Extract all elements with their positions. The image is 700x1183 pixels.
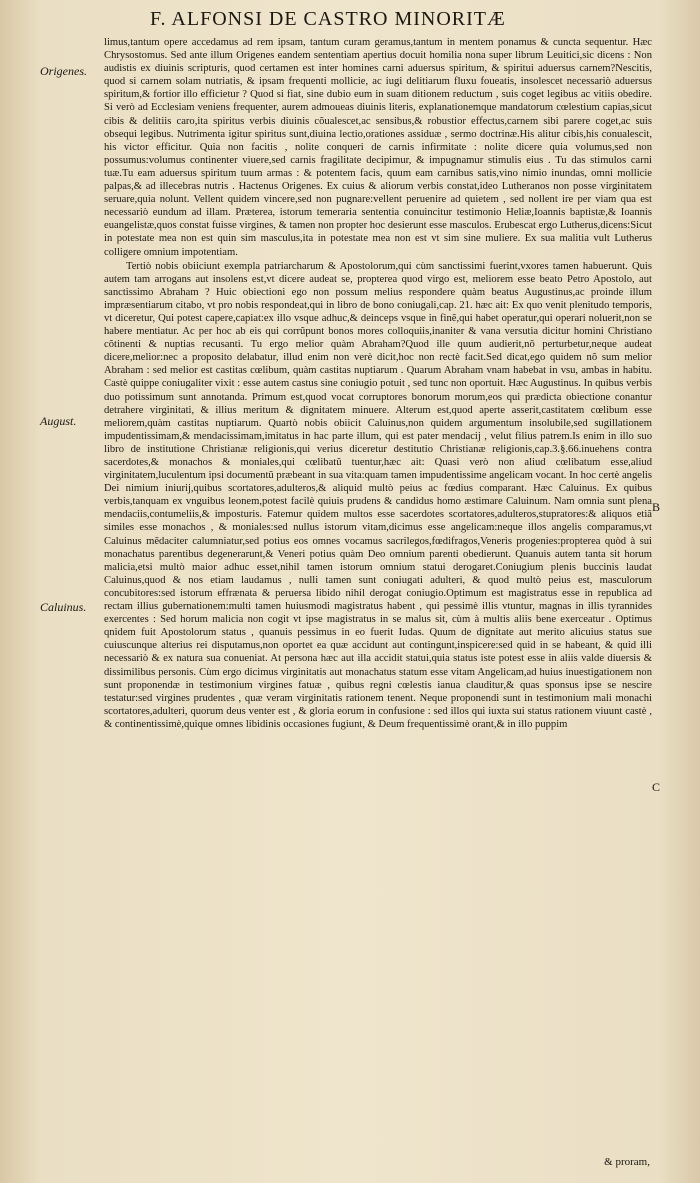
paragraph-continued: limus,tantum opere accedamus ad rem ipsam, tantum curam geramus,tantum in mentem ponamus & cuncta sequentur. Hæc Chrysostomus. Sed ante illum Origenes eandem sententiam apertius docuit homilia nona super librum Leuitici,sic dicens : Non audistis ex diuinis scripturis, quod certamen est inter homines carni aduersus spiritum, & spiritui aduersus carnem?Nescitis, quod si carnem solam nutriatis, & ipsam frequenti mollicie, ac iugi delitiarum fluxu foueatis, insolescet necessariò aduersus spiritum,& fortior illo efficietur ? Quod si fiat, sine dubio eum in suam ditionem reductum , suis coget legibus ac vitiis obedire. Si verò ad Ecclesiam veniens frequenter, aurem admoueas diuinis literis, explanationemque mandatorum cœlestium capias,sicut cibis & delitiis caro,ita spiritus verbis diuinis cõualescet,ac sensibus,& robustior effectus,carnem sibi parere coget,ac suis obsequi legibus. Nutrimenta igitur spiritus sunt,diuina lectio,orationes assiduæ , sermo doctrinæ.His alitur cibis,his conualescit, his victor efficitur. Quia non facitis , nolite conqueri de carnis infirmitate : nolite dicere quia volumus,sed non possumus:volumus continenter viuere,sed carnis fragilitate decipimur, & impugnamur stimulis eius . Tu das stimulos carni tuæ.Tu eam aduersus spiritum tuum armas : & potentem facis, quum eam carnibus satis,vino nimio inundas, omni mollicie palpas,& ad illecebras nutris . Hactenus Origenes. Ex cuius & aliorum verbis constat,ideo Lutheranos non posse virginitatem seruare,quia nolunt. Vellent quidem vincere,sed non pugnare:vellent peruenire ad quietem , sed nollent ire per viam qua est necessariò eundum ad illam. Præterea, istorum temeraria sententia conuincitur testimonio Heliæ,Ioannis baptistæ,& Ioannis euangelistæ,quos constat fuisse virgines, & tamen non propter hoc desierunt esse masculos. Erubescat ergo Lutherus,dicens:Sicut in potestate mea non est quin sim masculus,ita in potestate mea non est vt sim sine muliere. Ex sua malitia vult Lutherus colligere omnium impotentiam.	[104, 37, 653, 258]
margin-letter-c: C	[652, 780, 661, 794]
running-head: F. ALFONSI DE CASTRO MINORITÆ	[150, 8, 506, 30]
margin-note-caluinus: Caluinus.	[40, 600, 87, 614]
catchword: & proram,	[604, 1156, 650, 1168]
body-text	[104, 36, 652, 731]
margin-letter-b: B	[652, 500, 661, 514]
paragraph-tertio: Tertiò nobis obiiciunt exempla patriarcharum & Apostolorum,qui cùm sanctissimi fuerint,vxores tamen habuerunt. Quis autem tam arrogans aut insolens est,vt dicere audeat se, propterea quod virgo est, meliorem esse beato Petro Apostolo, aut sanctissimo Abraham ? Huic obiectioni ego non possum melius respondere quàm beatus Augustinus,ac proinde illum impræsentiarum citabo, vt pro nobis respondeat,qui in libro de bono coniugali,cap. 21. hæc ait: Ex quo venit plenitudo temporis, vt diceretur, Qui potest capere,capiat:ex illo vsque adhuc,& deinceps vsque in finẽ,qui habet operatur,qui operari noluerit,non se habere mentiatur. Ac per hoc ab eis qui corrũpunt bonos mores colloquiis,inaniter & vana versutia dicitur homini Christiano cõtinenti & nuptias recusanti. Tu ergo melior quàm Abraham?Quod ille quum audierit,nõ perturbetur,neque audeat dicere,melior:nec a proposito delabatur, illud enim non verè dicit,hoc non rectè facit.Sed dicat,ego quidem nõ sum melior Abraham : sed melior est castitas cœlibum, quàm castitas nuptiarum . Quarum Abraham vnam habebat in vsu, ambas in habitu. Castè quippe coniugaliter vixit : esse autem castus sine coniugio potuit , sed tunc non oportuit. Hæc Augustinus. In quibus verbis duo potissimum sunt annotanda. Primum est,quod vocat corruptores bonorum morum,eos qui prædicta obiectione conantur detrahere virginitati, & illius meritum & dignitatem minuere. Alterum est,quod aperte asserit,castitatem cœlibum esse meliorem,quàm castitas nuptiarum. Quartò nobis obiicit Caluinus,non quidem argumentum insolubile,sed sugillationem impudentissimam,& mendacissimam,imitatus in hac parte illum, qui est pater mendacij , velut filius patrem.Is enim in illo suo libro de institutione Christianæ religionis,qui verius diceretur destitutio Christianæ religionis,cap.3.§.66.inuehens contra sacerdotes,& monachos & moniales,qui cœlibatũ tuentur,hæc ait: Quasi verò non aliud cœlibatum esse,aliud virginitatem,luculentum ipsi documentũ præbeant in sua vita:quam tamen impudentissime angelicam vocant. In hoc certè angelis Dei nimium iniurij,quibus scortatores,adulteros,& aliquid multò peius ac fœdius comparant. Hæc Caluinus. Ex quibus verbis,tanquam ex vnguibus leonem,potest facilè quiuis prudens & candidus homo æstimare Caluinum. Nam omnia sunt plena mendaciis,contumeliis,& imposturis. Fatemur quidem multos esse sacerdotes scortatores,adulteros,stupratores:& aliquos etiã similes esse monachos , & moniales:sed nullus istorum vitam,dicimus esse angelicam:neque illos angelis comparamus,vt Caluinus mẽdaciter calumniatur,sed potius eos omnes vocamus sacrilegos,fœdifragos,Veneris progenies:propterea quòd à sui monachatus parentibus degenerarunt,& Veneri potius quàm Deo omnium parenti obedierunt. Quanuis autem tanta sit horum malicia,etsi multò maior adhuc esset,nihil tamen istorum omnium statui derogaret.Coniugium plenis buccinis laudat Caluinus,quod & nos etiam laudamus , nulli tamen sunt coniugati adulteri, & quod multò peius est, masculorum concubitores:sed istorum effrænata & peruersa libido nihil derogat coniugio.Optimum est magistratus esse in republica ad rectam illius gubernationem:multi tamen huiusmodi magistratus habent , qui pessimè illis vtuntur, magnas in illis tyrannides exercentes : Sed horum malicia non cogit vt ipse magistratus in se malus sit, cùm à multis aliis bene exerceatur . Optimus qnidem fuit Apostolorum status , quanuis pessimus in eo fuerit Iudas. Quum de dignitate aut merito alicuius status sue cuiuscunque alterius rei disputamus,non oportet ea quæ accidunt aut contingunt,inspicere:sed quid in se habeant, & quid illi necessariò & ex natura sua conueniat. At persona hæc aut illa accidit statui,quia status iste potest esse in aliis valde diuersis & dissimilibus personis. Cùm ergo dicimus virginitatis aut monachatus statum esse vitam Angelicam,ad huius inuestigationem non sunt proponendæ in testimonium virgines fatuæ , quibus regni cœlestis ianua clauditur,& quas sponsus ipse se nescire testatur:sed virgines prudentes , quæ veram virginitatis rationem tenent. Neque proponendi sunt in testimonium mali monachi scortatores,adulteri, quorum deus venter est , & gloria eorum in confusione : sed illos qui iuxta sui status rationem viuunt castè , & continentissimè,quique omnes libidinis occasiones fugiunt, & Deum frequentissimè orant,& in illo puppim	[104, 260, 652, 730]
margin-note-august: August.	[40, 414, 77, 428]
margin-note-origenes: Origenes.	[40, 64, 87, 78]
